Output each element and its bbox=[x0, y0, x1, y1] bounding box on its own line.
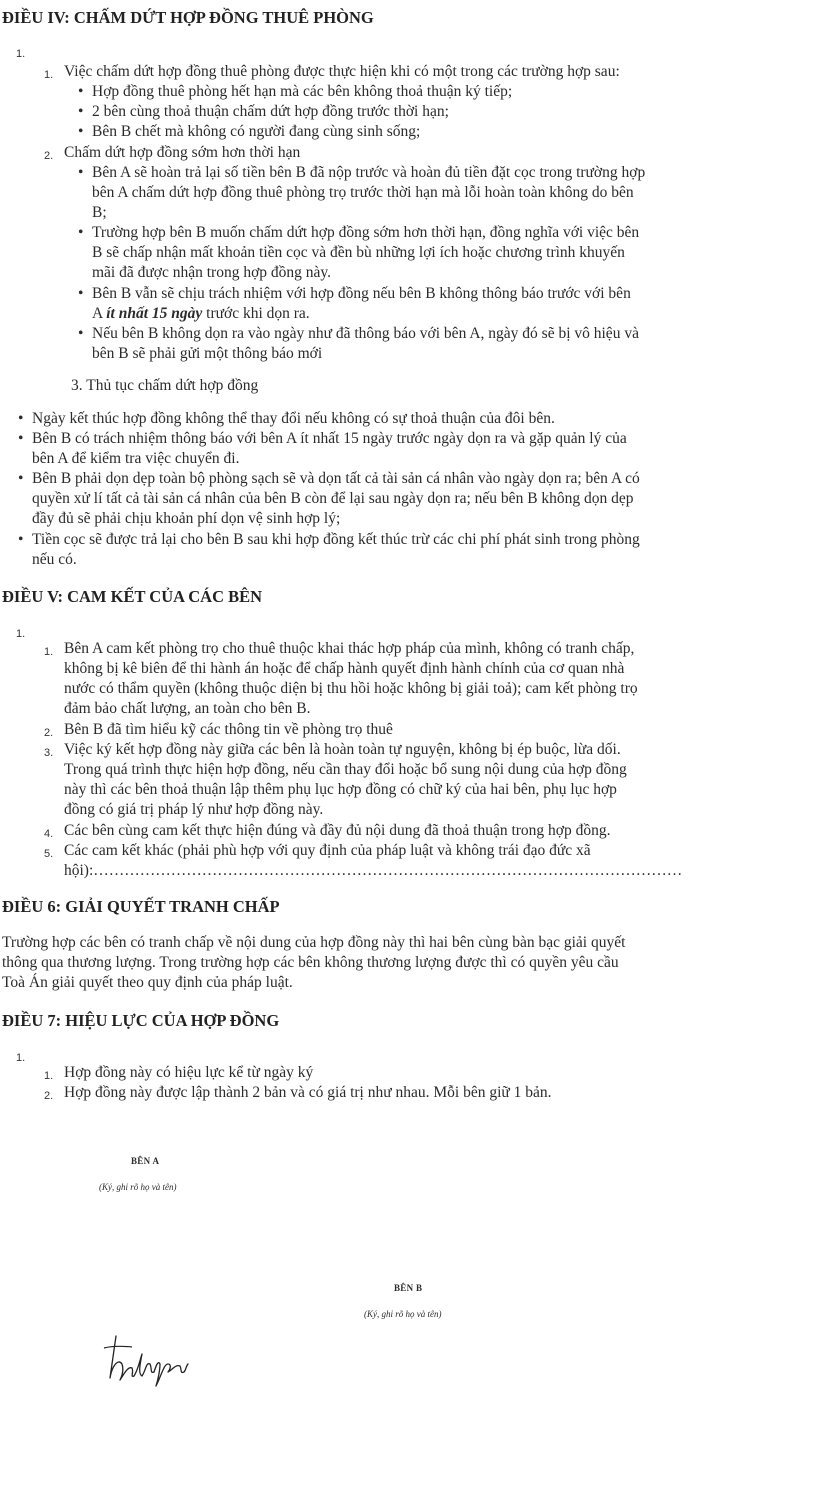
party-b-label: BÊN B bbox=[394, 1283, 423, 1293]
list-number: 1. bbox=[44, 1070, 54, 1082]
list-item-text: Chấm dứt hợp đồng sớm hơn thời hạn bbox=[64, 144, 301, 161]
list-item-text: 2 bên cùng thoả thuận chấm dứt hợp đồng trước thời hạn; bbox=[92, 103, 449, 120]
list-item-text: Bên B đã tìm hiểu kỹ các thông tin về phòng trọ thuê bbox=[64, 721, 393, 738]
article-5-heading: ĐIỀU V: CAM KẾT CỦA CÁC BÊN bbox=[2, 587, 263, 606]
party-a-hint: (Ký, ghi rõ họ và tên) bbox=[99, 1182, 177, 1192]
bullet-icon: • bbox=[78, 103, 84, 120]
list-number: 1. bbox=[44, 646, 54, 658]
list-number: 4. bbox=[44, 828, 54, 840]
list-item-text: Tiền cọc sẽ được trả lại cho bên B sau khi hợp đồng kết thúc trừ các chi phí phát sinh trong phòng nếu có. bbox=[32, 531, 640, 568]
list-item-text: Ngày kết thúc hợp đồng không thể thay đổi nếu không có sự thoả thuận của đôi bên. bbox=[32, 410, 555, 427]
article-6-heading: ĐIỀU 6: GIẢI QUYẾT TRANH CHẤP bbox=[2, 897, 280, 916]
list-number: 5. bbox=[44, 848, 54, 860]
procedure-subheading: 3. Thủ tục chấm dứt hợp đồng bbox=[71, 377, 259, 394]
bullet-icon: • bbox=[18, 430, 24, 447]
list-item-text: Hợp đồng thuê phòng hết hạn mà các bên không thoả thuận ký tiếp; bbox=[92, 83, 513, 100]
signature-image bbox=[98, 1330, 194, 1388]
list-item-text: Bên B có trách nhiệm thông báo với bên A ít nhất 15 ngày trước ngày dọn ra và gặp quản lý của bên A để kiểm tra việc chuyển đi. bbox=[32, 430, 627, 467]
party-a-label: BÊN A bbox=[131, 1156, 160, 1166]
bullet-icon: • bbox=[18, 410, 24, 427]
list-item-text: Trường hợp bên B muốn chấm dứt hợp đồng sớm hơn thời hạn, đồng nghĩa với việc bên B sẽ chấp nhận mất khoản tiền cọc và đền bù những lợi ích hoặc chương trình khuyến mãi đã được nhận trong hợp đồng này. bbox=[92, 224, 640, 281]
list-item-text: Các bên cùng cam kết thực hiện đúng và đầy đủ nội dung đã thoả thuận trong hợp đồng. bbox=[64, 822, 611, 839]
article-4-heading: ĐIỀU IV: CHẤM DỨT HỢP ĐỒNG THUÊ PHÒNG bbox=[2, 8, 374, 27]
handwritten-signature bbox=[98, 1330, 194, 1388]
list-number: 2. bbox=[44, 1090, 54, 1102]
list-item-text: Bên B vẫn sẽ chịu trách nhiệm với hợp đồng nếu bên B không thông báo trước với bên A ít nhất 15 ngày trước khi dọn ra. bbox=[92, 285, 631, 322]
list-item-text: Việc ký kết hợp đồng này giữa các bên là hoàn toàn tự nguyện, không bị ép buộc, lừa dối. Trong quá trình thực hiện hợp đồng, nếu cần thay đổi hoặc bổ sung nội dung của hợp đồng này thì các bên thoả thuận lập thêm phụ lục hợp đồng có chữ ký của hai bên, phụ lục hợp đồng có giá trị pháp lý như hợp đồng này. bbox=[64, 741, 627, 818]
bullet-icon: • bbox=[18, 470, 24, 487]
list-item-text: Nếu bên B không dọn ra vào ngày như đã thông báo với bên A, ngày đó sẽ bị vô hiệu và bên B sẽ phải gửi một thông báo mới bbox=[92, 325, 639, 362]
bullet-icon: • bbox=[78, 83, 84, 100]
list-item-text: Bên B chết mà không có người đang cùng sinh sống; bbox=[92, 123, 421, 140]
bullet-icon: • bbox=[78, 123, 84, 140]
list-number: 2. bbox=[44, 727, 54, 739]
outer-list-number: 1. bbox=[16, 48, 26, 60]
list-item-text: Bên A sẽ hoàn trả lại số tiền bên B đã nộp trước và hoàn đủ tiền đặt cọc trong trường hợp bên A chấm dứt hợp đồng thuê phòng trọ trước thời hạn mà lỗi hoàn toàn không do bên B; bbox=[92, 164, 646, 221]
list-item-text: Hợp đồng này được lập thành 2 bản và có giá trị như nhau. Mỗi bên giữ 1 bản. bbox=[64, 1084, 552, 1101]
list-item-text: Bên B phải dọn dẹp toàn bộ phòng sạch sẽ và dọn tất cả tài sản cá nhân vào ngày dọn ra; bên A có quyền xử lí tất cả tài sản cá nhân của bên B còn để lại sau ngày dọn ra; nếu bên B không dọn dẹp đầy đủ sẽ phải chịu khoản phí dọn vệ sinh hợp lý; bbox=[32, 470, 640, 527]
list-number: 3. bbox=[44, 747, 54, 759]
bullet-icon: • bbox=[78, 224, 84, 241]
outer-list-number: 1. bbox=[16, 1052, 26, 1064]
bullet-icon: • bbox=[78, 164, 84, 181]
list-number: 2. bbox=[44, 150, 54, 162]
list-item-text: Bên A cam kết phòng trọ cho thuê thuộc khai thác hợp pháp của mình, không có tranh chấp, không bị kê biên để thi hành án hoặc để chấp hành quyết định hành chính của cơ quan nhà nước có thẩm quyền (không thuộc diện bị thu hồi hoặc không bị giải toả); cam kết phòng trọ đảm bảo chất lượng, an toàn cho bên B. bbox=[64, 640, 638, 717]
emphasis-text: ít nhất 15 ngày bbox=[106, 305, 203, 322]
dispute-paragraph: Trường hợp các bên có tranh chấp về nội dung của hợp đồng này thì hai bên cùng bàn bạc giải quyết thông qua thương lượng. Trong trường hợp các bên không thương lượng được thì có quyền yêu cầu Toà Án giải quyết theo quy định của pháp luật. bbox=[2, 934, 626, 991]
party-b-hint: (Ký, ghi rõ họ và tên) bbox=[364, 1309, 442, 1319]
list-number: 1. bbox=[44, 69, 54, 81]
article-7-heading: ĐIỀU 7: HIỆU LỰC CỦA HỢP ĐỒNG bbox=[2, 1011, 280, 1030]
bullet-icon: • bbox=[18, 531, 24, 548]
bullet-icon: • bbox=[78, 325, 84, 342]
list-item-text: Các cam kết khác (phải phù hợp với quy định của pháp luật và không trái đạo đức xã hội):…………………………………………………………………………………………………… bbox=[64, 842, 683, 879]
outer-list-number: 1. bbox=[16, 628, 26, 640]
list-item-text: Việc chấm dứt hợp đồng thuê phòng được thực hiện khi có một trong các trường hợp sau: bbox=[64, 63, 620, 80]
bullet-icon: • bbox=[78, 285, 84, 302]
list-item-text: Hợp đồng này có hiệu lực kể từ ngày ký bbox=[64, 1064, 314, 1081]
